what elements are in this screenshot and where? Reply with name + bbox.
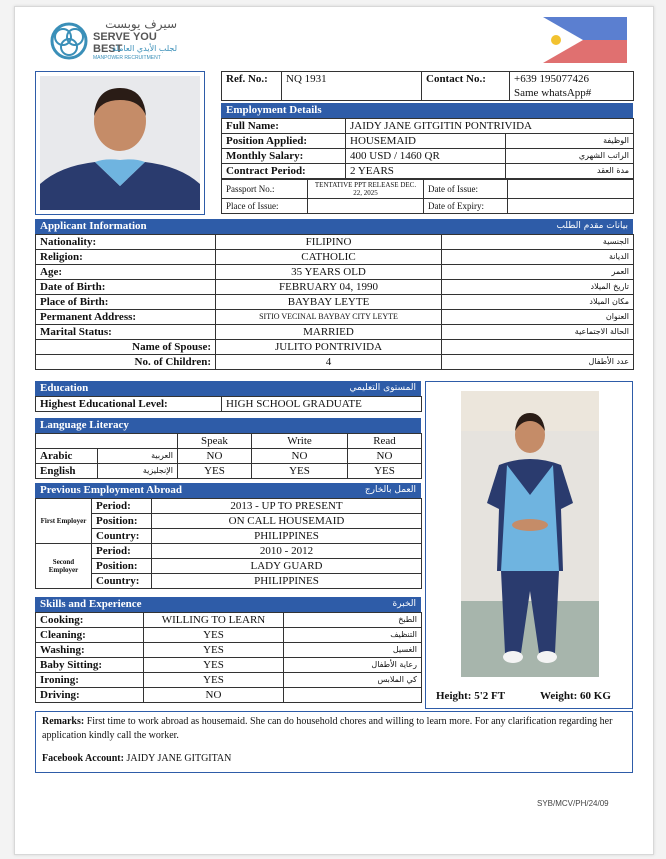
table-cell: ON CALL HOUSEMAID	[152, 514, 422, 529]
table-cell: Write	[252, 434, 348, 449]
section-title: المستوى التعليمي	[349, 383, 416, 393]
education-header	[35, 381, 421, 396]
table-cell: Ironing:	[36, 673, 144, 688]
table-cell: Cooking:	[36, 613, 144, 628]
skills-header	[35, 597, 421, 612]
skills-table	[35, 612, 422, 703]
logo-sub: MANPOWER RECRUITMENT	[93, 55, 161, 61]
section-title: Applicant Information	[40, 220, 147, 232]
table-cell: JAIDY JANE GITGITIN PONTRIVIDA	[346, 119, 634, 134]
table-cell: تاريخ الميلاد	[442, 280, 634, 295]
table-cell: YES	[252, 464, 348, 479]
table-cell: Highest Educational Level:	[36, 397, 222, 412]
table-cell	[36, 434, 178, 449]
passport-table	[221, 179, 634, 214]
ref-label: Ref. No.:	[222, 72, 282, 101]
table-cell	[308, 199, 424, 214]
full-body-photo-frame	[425, 381, 633, 709]
table-cell: Date of Issue:	[424, 180, 508, 199]
section-title: Language Literacy	[40, 419, 129, 431]
table-cell: Monthly Salary:	[222, 149, 346, 164]
table-cell: YES	[144, 658, 284, 673]
table-cell: WILLING TO LEARN	[144, 613, 284, 628]
table-cell: LADY GUARD	[152, 559, 422, 574]
table-cell: 35 YEARS OLD	[216, 265, 442, 280]
logo-name: SERVE YOU BEST	[93, 31, 157, 55]
education-table	[35, 396, 422, 412]
table-cell: 2010 - 2012	[152, 544, 422, 559]
table-cell: PHILIPPINES	[152, 529, 422, 544]
applicant-section	[35, 219, 633, 370]
table-cell: العربية	[98, 449, 178, 464]
section-title: بيانات مقدم الطلب	[556, 221, 628, 231]
table-cell: HOUSEMAID	[346, 134, 506, 149]
ref-value: NQ 1931	[282, 72, 422, 101]
language-table	[35, 433, 422, 479]
table-cell: NO	[348, 449, 422, 464]
section-title: العمل بالخارج	[364, 485, 416, 495]
table-cell: Position Applied:	[222, 134, 346, 149]
table-cell: Driving:	[36, 688, 144, 703]
table-cell: مدة العقد	[506, 164, 634, 179]
table-cell: PHILIPPINES	[152, 574, 422, 589]
table-cell: Second Employer	[36, 544, 92, 589]
table-cell: Contract Period:	[222, 164, 346, 179]
table-cell: Country:	[92, 529, 152, 544]
left-column	[35, 381, 421, 703]
table-cell: 400 USD / 1460 QR	[346, 149, 506, 164]
table-cell: TENTATIVE PPT RELEASE DEC. 22, 2025	[308, 180, 424, 199]
contact-number: +639 195077426	[514, 73, 589, 85]
language-header	[35, 418, 421, 433]
table-cell: Date of Expiry:	[424, 199, 508, 214]
table-cell: الحالة الاجتماعية	[442, 325, 634, 340]
applicant-photo	[40, 76, 200, 210]
employment-header	[221, 103, 633, 118]
applicant-header	[35, 219, 633, 234]
table-cell: No. of Children:	[36, 355, 216, 370]
remarks-line	[42, 715, 626, 743]
table-cell: English	[36, 464, 98, 479]
table-cell: Passport No.:	[222, 180, 308, 199]
table-cell: رعاية الأطفال	[284, 658, 422, 673]
table-cell: كي الملابس	[284, 673, 422, 688]
table-cell: الجنسية	[442, 235, 634, 250]
table-cell: BAYBAY LEYTE	[216, 295, 442, 310]
table-cell: Period:	[92, 499, 152, 514]
logo-arabic: سيرف يوبست	[105, 17, 177, 31]
table-cell: NO	[252, 449, 348, 464]
contact-note: Same whatsApp#	[514, 87, 592, 99]
table-cell: 4	[216, 355, 442, 370]
table-cell: الإنجليزية	[98, 464, 178, 479]
remarks-label: Remarks:	[42, 716, 85, 727]
table-cell: Speak	[178, 434, 252, 449]
table-cell: CATHOLIC	[216, 250, 442, 265]
table-cell: YES	[144, 628, 284, 643]
section-title: Previous Employment Abroad	[40, 484, 182, 496]
table-cell	[508, 199, 634, 214]
table-cell: Country:	[92, 574, 152, 589]
table-cell: الطبخ	[284, 613, 422, 628]
table-cell: Age:	[36, 265, 216, 280]
contact-value-cell	[510, 72, 634, 101]
table-cell: Full Name:	[222, 119, 346, 134]
table-cell: التنظيف	[284, 628, 422, 643]
philippine-flag	[543, 17, 627, 63]
height-text: Height: 5'2 FT	[436, 690, 506, 702]
table-cell: YES	[178, 464, 252, 479]
section-title: Education	[40, 382, 89, 394]
table-cell: First Employer	[36, 499, 92, 544]
table-cell: Position:	[92, 514, 152, 529]
table-cell: Arabic	[36, 449, 98, 464]
applicant-table	[35, 234, 634, 370]
table-cell: MARRIED	[216, 325, 442, 340]
facebook-label: Facebook Account:	[42, 753, 124, 764]
photo-frame	[35, 71, 205, 215]
table-cell: الوظيفة	[506, 134, 634, 149]
table-cell: FILIPINO	[216, 235, 442, 250]
table-cell: YES	[348, 464, 422, 479]
table-cell: YES	[144, 643, 284, 658]
table-cell: الغسيل	[284, 643, 422, 658]
table-cell: SITIO VECINAL BAYBAY CITY LEYTE	[216, 310, 442, 325]
table-cell: NO	[144, 688, 284, 703]
table-cell: Permanent Address:	[36, 310, 216, 325]
table-cell: Place of Issue:	[222, 199, 308, 214]
table-cell: الديانة	[442, 250, 634, 265]
employment-section	[221, 103, 633, 214]
table-cell: العمر	[442, 265, 634, 280]
table-cell: Period:	[92, 544, 152, 559]
table-cell: Place of Birth:	[36, 295, 216, 310]
footer-code: SYB/MCV/PH/24/09	[537, 799, 609, 808]
table-cell: Name of Spouse:	[36, 340, 216, 355]
table-cell: Religion:	[36, 250, 216, 265]
table-cell	[508, 180, 634, 199]
logo-arabic-sub: لجلب الأيدي العاملة	[112, 44, 177, 53]
company-logo	[49, 17, 179, 69]
table-cell: العنوان	[442, 310, 634, 325]
employment-table	[221, 118, 634, 179]
table-cell: Position:	[92, 559, 152, 574]
weight-text: Weight: 60 KG	[540, 690, 611, 702]
employment-abroad-header	[35, 483, 421, 498]
table-cell: Read	[348, 434, 422, 449]
section-title: الخبرة	[392, 599, 416, 609]
ref-contact-table	[221, 71, 634, 101]
remarks-box	[35, 711, 633, 773]
table-cell: Washing:	[36, 643, 144, 658]
remarks-text: First time to work abroad as housemaid. She can do household chores and willing to learn more. For any clarification regarding her application kindly call the worker.	[42, 716, 613, 741]
table-cell: مكان الميلاد	[442, 295, 634, 310]
biodata-page	[14, 6, 654, 855]
table-cell: Date of Birth:	[36, 280, 216, 295]
table-cell: YES	[144, 673, 284, 688]
table-cell: NO	[178, 449, 252, 464]
table-cell: Baby Sitting:	[36, 658, 144, 673]
facebook-value: JAIDY JANE GITGITAN	[126, 753, 232, 764]
employment-abroad-table	[35, 498, 422, 589]
table-cell: JULITO PONTRIVIDA	[216, 340, 442, 355]
table-cell: 2013 - UP TO PRESENT	[152, 499, 422, 514]
table-cell: 2 YEARS	[346, 164, 506, 179]
facebook-line	[42, 752, 626, 766]
table-cell: عدد الأطفال	[442, 355, 634, 370]
full-body-photo	[461, 391, 599, 677]
section-title: Employment Details	[226, 104, 322, 116]
contact-label: Contact No.:	[422, 72, 510, 101]
table-cell: Marital Status:	[36, 325, 216, 340]
table-cell: HIGH SCHOOL GRADUATE	[222, 397, 422, 412]
table-cell: الراتب الشهري	[506, 149, 634, 164]
section-title: Skills and Experience	[40, 598, 142, 610]
logo-icon	[49, 21, 89, 61]
table-cell: Cleaning:	[36, 628, 144, 643]
table-cell: Nationality:	[36, 235, 216, 250]
table-cell	[284, 688, 422, 703]
table-cell	[442, 340, 634, 355]
table-cell: FEBRUARY 04, 1990	[216, 280, 442, 295]
